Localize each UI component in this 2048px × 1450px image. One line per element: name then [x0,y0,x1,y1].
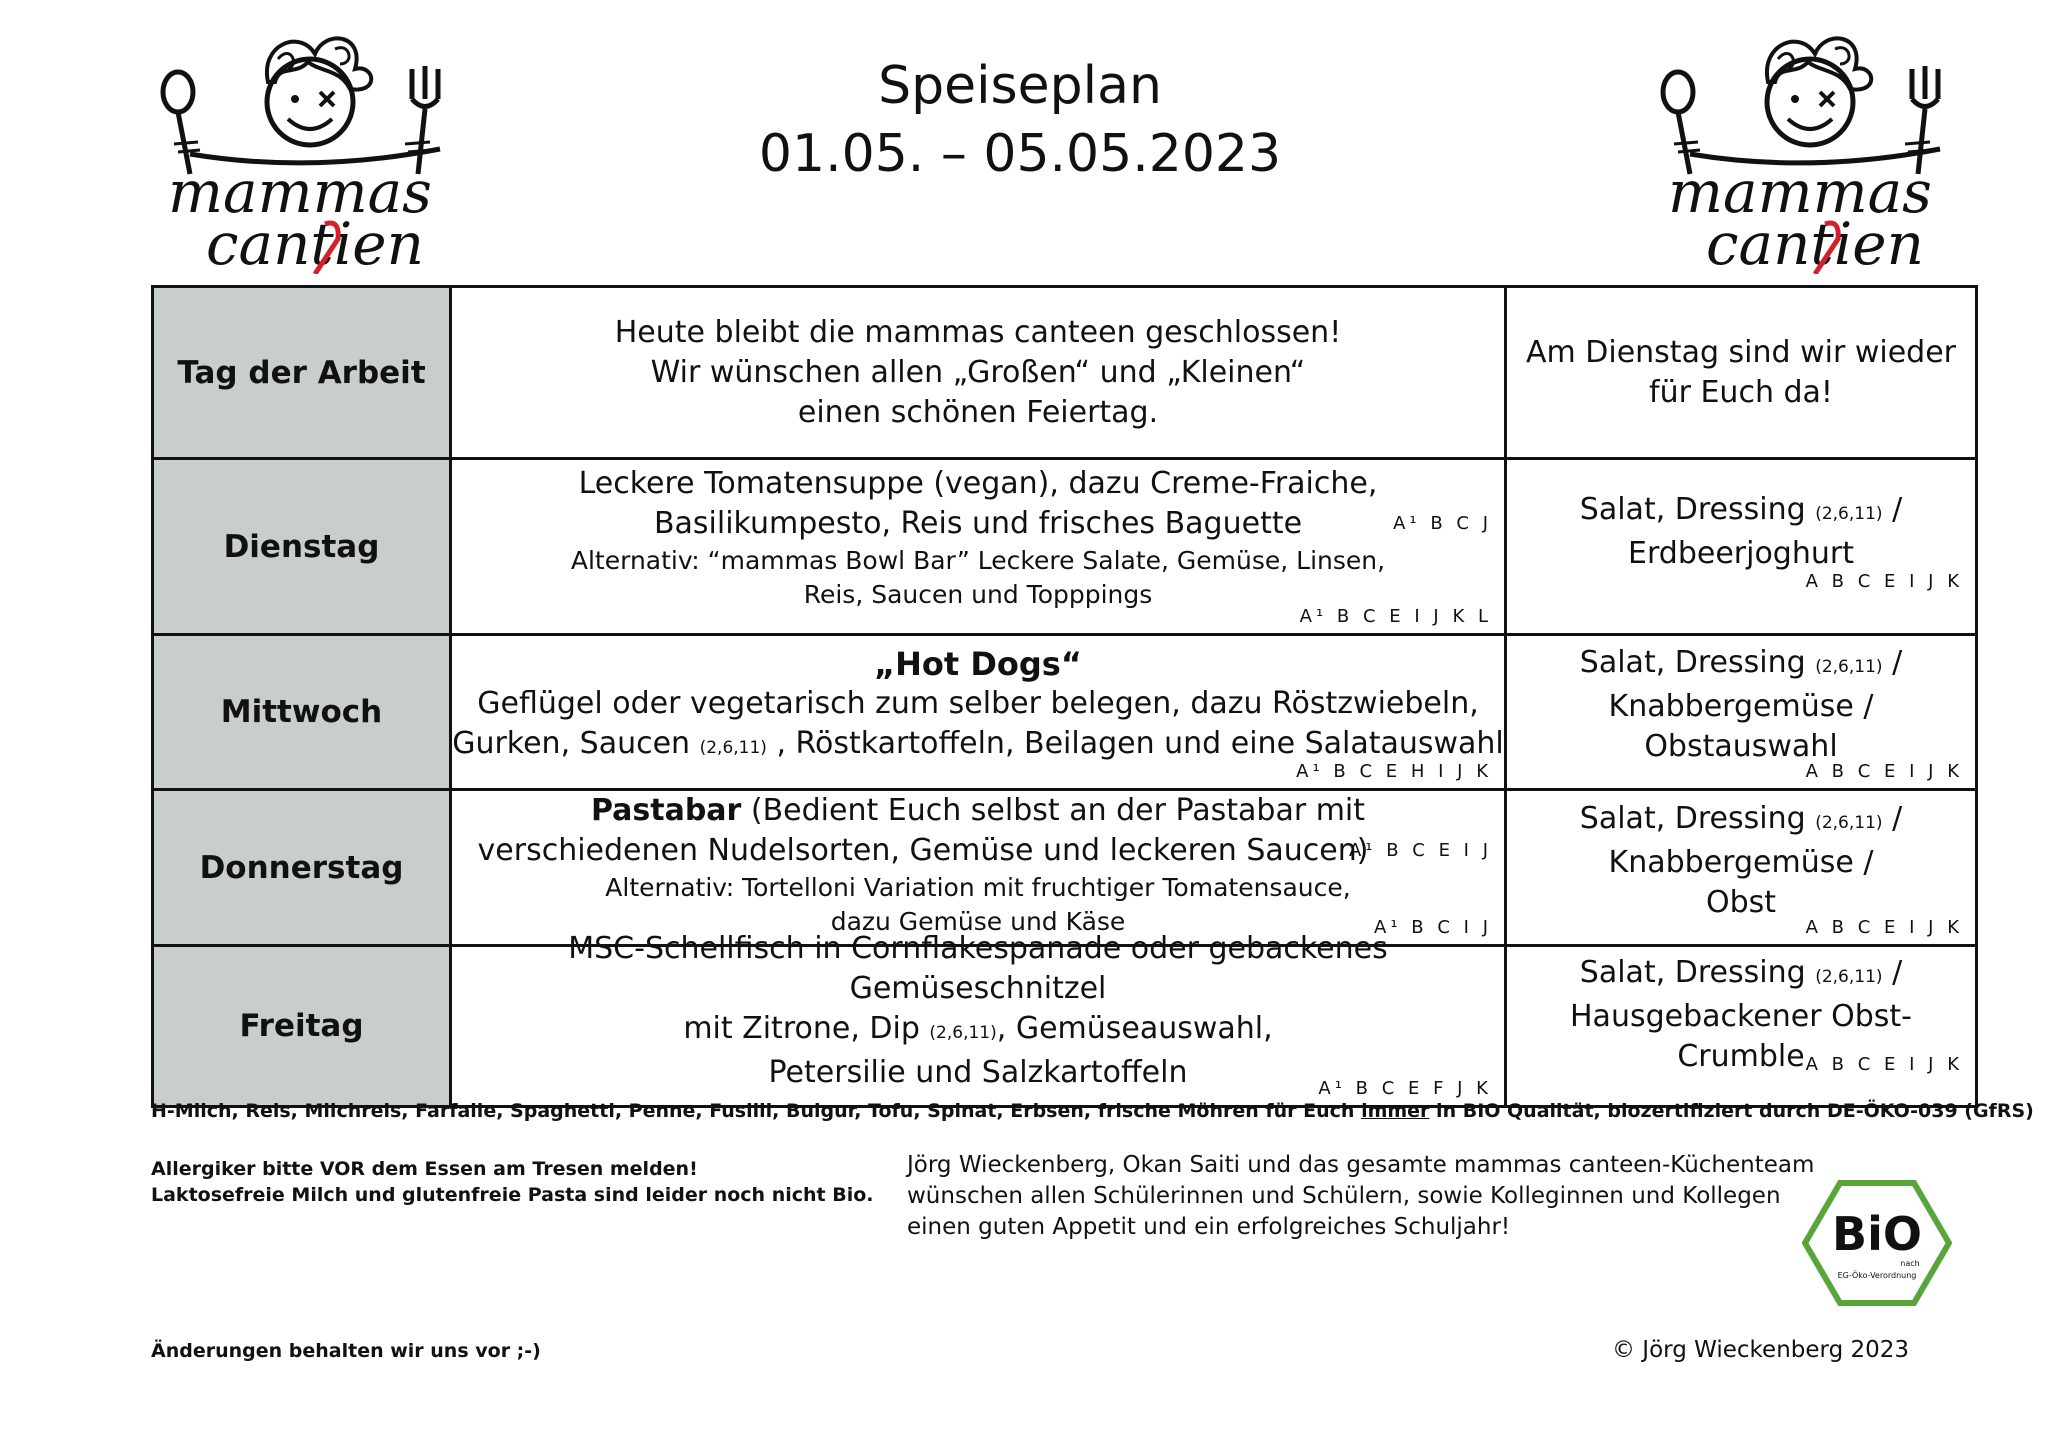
table-row [153,635,1977,790]
main-line: Basilikumpesto, Reis und frisches Baguette [653,505,1303,541]
allergen-codes: A¹ B C E I J [1348,840,1492,861]
main-line: Wir wünschen allen „Großen“ und „Kleinen“ [650,354,1306,390]
allergen-codes: A¹ B C E H I J K [1296,761,1492,782]
main-line: Leckere Tomatensuppe (vegan), dazu Creme-Fraiche, [578,465,1378,501]
allergy-note [151,1156,874,1208]
alt-line: Reis, Saucen und Topppings [803,579,1153,609]
side-line: Salat, Dressing (2,6,11) / [1579,491,1903,527]
page-title [700,52,1340,188]
main-line: MSC-Schellfisch in Cornflakespanade oder gebackenes Gemüseschnitzel [568,931,1388,1006]
table-row [153,946,1977,1107]
allergy-line: Allergiker bitte VOR dem Essen am Tresen melden! [151,1158,698,1180]
title-line-2: 01.05. – 05.05.2023 [758,124,1282,184]
svg-text:nach: nach [1900,1259,1920,1268]
day-label: Tag der Arbeit [153,287,451,459]
main-dish [451,931,1506,1107]
day-label: Mittwoch [153,635,451,790]
allergen-codes: A B C E I J K [1805,917,1963,938]
menu-table [151,285,1978,1108]
main-dish [451,287,1506,459]
allergen-codes: A¹ B C J [1393,513,1492,534]
svg-text:BiO: BiO [1832,1207,1922,1261]
main-line: einen schönen Feiertag. [797,394,1159,430]
alt-line: dazu Gemüse und Käse [830,906,1126,936]
logo-right [1650,24,1960,274]
changes-note: Änderungen behalten wir uns vor ;-) [151,1340,541,1362]
bio-note: H-Milch, Reis, Milchreis, Farfalle, Spaghetti, Penne, Fusilli, Bulgur, Tofu, Spinat, Erbsen, frische Möhren für Euch immer in BIO Qualität, biozertifiziert durch DE-ÖKO-039 (GfRS) [151,1100,2034,1122]
side-dish [1506,635,1977,790]
allergen-codes: A¹ B C I J [1374,917,1492,938]
main-line: verschiedenen Nudelsorten, Gemüse und leckeren Saucen) [477,832,1369,868]
side-line: Obstauswahl [1644,729,1838,764]
greeting-line: einen guten Appetit und ein erfolgreiches Schuljahr! [907,1214,1511,1240]
svg-text:EG-Öko-Verordnung: EG-Öko-Verordnung [1837,1271,1917,1280]
main-dish [451,635,1506,790]
main-dish [451,790,1506,946]
side-line: Erdbeerjoghurt [1628,535,1854,571]
allergy-line: Laktosefreie Milch und glutenfreie Pasta sind leider noch nicht Bio. [151,1184,874,1206]
copyright: © Jörg Wieckenberg 2023 [1612,1337,1910,1363]
table-row [153,459,1977,635]
main-line: Petersilie und Salzkartoffeln [768,1055,1188,1090]
svg-text:mammas: mammas [1668,158,1932,226]
greeting-line: Jörg Wieckenberg, Okan Saiti und das gesamte mammas canteen-Küchenteam [907,1152,1815,1178]
side-dish [1506,459,1977,635]
side-line: Am Dienstag sind wir wieder [1525,334,1956,370]
side-dish [1506,790,1977,946]
bio-seal-icon [1802,1178,1952,1308]
greeting-line: wünschen allen Schülerinnen und Schülern, sowie Kolleginnen und Kollegen [907,1183,1781,1209]
allergen-codes: A¹ B C E F J K [1318,1078,1492,1099]
allergen-codes: A B C E I J K [1805,571,1963,592]
logo-left [150,24,460,274]
svg-text:mammas: mammas [168,158,432,226]
side-dish [1506,946,1977,1107]
main-line: Gurken, Saucen (2,6,11) , Röstkartoffeln, Beilagen und eine Salatauswahl [452,726,1504,761]
main-heading: „Hot Dogs“ [874,645,1082,683]
main-dish [451,459,1506,635]
title-line-1: Speiseplan [878,56,1162,116]
day-label: Donnerstag [153,790,451,946]
allergen-codes: A B C E I J K [1805,1054,1963,1075]
day-label: Dienstag [153,459,451,635]
main-line: mit Zitrone, Dip (2,6,11), Gemüseauswahl, [683,1011,1273,1046]
side-line: Knabbergemüse / [1608,689,1874,724]
table-row [153,790,1977,946]
alt-line: Alternativ: “mammas Bowl Bar” Leckere Salate, Gemüse, Linsen, [570,545,1386,575]
main-line: Geflügel oder vegetarisch zum selber belegen, dazu Röstzwiebeln, [477,686,1479,721]
main-line: Pastabar (Bedient Euch selbst an der Pastabar mit [590,792,1366,828]
side-dish [1506,287,1977,459]
allergen-codes: A¹ B C E I J K L [1299,606,1492,627]
side-line: Obst [1705,884,1777,920]
side-line: Salat, Dressing (2,6,11) / [1579,955,1903,990]
greeting [907,1150,1814,1243]
side-line: Hausgebackener Obst-Crumble [1570,999,1912,1074]
alt-line: Alternativ: Tortelloni Variation mit fruchtiger Tomatensauce, [605,872,1351,902]
side-line: Salat, Dressing (2,6,11) / [1579,645,1903,680]
allergen-codes: A B C E I J K [1805,761,1963,782]
side-line: Salat, Dressing (2,6,11) / [1579,800,1903,836]
day-label: Freitag [153,946,451,1107]
main-line: Heute bleibt die mammas canteen geschlossen! [614,314,1342,350]
side-line: Knabbergemüse / [1608,844,1874,880]
table-row [153,287,1977,459]
svg-text:cantien: cantien [1706,210,1924,274]
svg-text:cantien: cantien [206,210,424,274]
side-line: für Euch da! [1649,374,1833,410]
